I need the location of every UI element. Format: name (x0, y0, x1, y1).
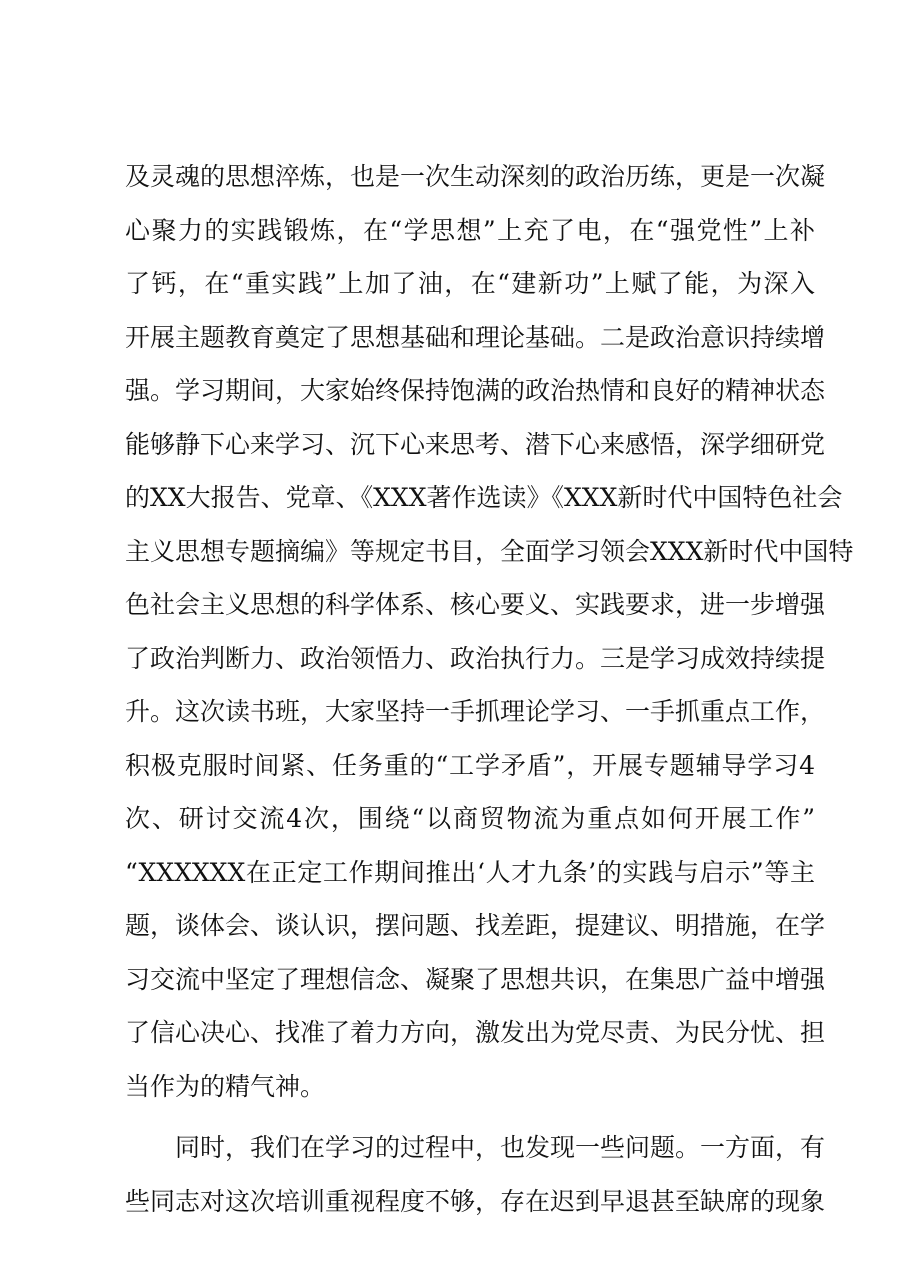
text-line: 了钙，在“重实践”上加了油，在“建新功”上赋了能，为深入 (125, 269, 815, 298)
text-line: 些同志对这次培训重视程度不够，存在迟到早退甚至缺席的现象 (125, 1186, 826, 1216)
text-line: 开展主题教育奠定了思想基础和理论基础。二是政治意识持续增 (125, 322, 826, 352)
text-line: 及灵魂的思想淬炼，也是一次生动深刻的政治历练，更是一次凝 (125, 162, 826, 191)
text-line: 心聚力的实践锻炼，在“学思想”上充了电，在“强党性”上补 (125, 215, 815, 245)
text-line: 积极克服时间紧、任务重的“工学矛盾”，开展专题辅导学习4 (125, 750, 815, 780)
text-line: “XXXXXX在正定工作期间推出‘人才九条’的实践与启示”等主 (125, 857, 815, 887)
text-line: 了政治判断力、政治领悟力、政治执行力。三是学习成效持续提 (125, 643, 826, 673)
text-line: 色社会主义思想的科学体系、核心要义、实践要求，进一步增强 (125, 590, 826, 619)
text-line: 升。这次读书班，大家坚持一手抓理论学习、一手抓重点工作， (125, 697, 826, 726)
text-line: 的XX大报告、党章、《XXX著作选读》《XXX新时代中国特色社会 (125, 483, 843, 512)
text-line: 次、研讨交流4次，围绕“以商贸物流为重点如何开展工作” (125, 804, 815, 833)
paragraph (125, 150, 854, 1113)
paragraph (125, 1121, 826, 1228)
text-line: 能够静下心来学习、沉下心来思考、潜下心来感悟，深学细研党 (125, 429, 826, 459)
body-text (125, 150, 854, 1228)
text-line: 同时，我们在学习的过程中，也发现一些问题。一方面，有 (175, 1133, 826, 1162)
text-line: 题，谈体会、谈认识，摆问题、找差距，提建议、明措施，在学 (125, 911, 826, 940)
text-line: 当作为的精气神。 (125, 1071, 326, 1101)
text-line: 强。学习期间，大家始终保持饱满的政治热情和良好的精神状态 (125, 376, 826, 405)
text-line: 习交流中坚定了理想信念、凝聚了思想共识，在集思广益中增强 (125, 964, 826, 994)
paragraph-gap (125, 1113, 815, 1121)
text-line: 了信心决心、找准了着力方向，激发出为党尽责、为民分忧、担 (125, 1018, 826, 1047)
text-line: 主义思想专题摘编》等规定书目，全面学习领会XXX新时代中国特 (125, 536, 854, 566)
